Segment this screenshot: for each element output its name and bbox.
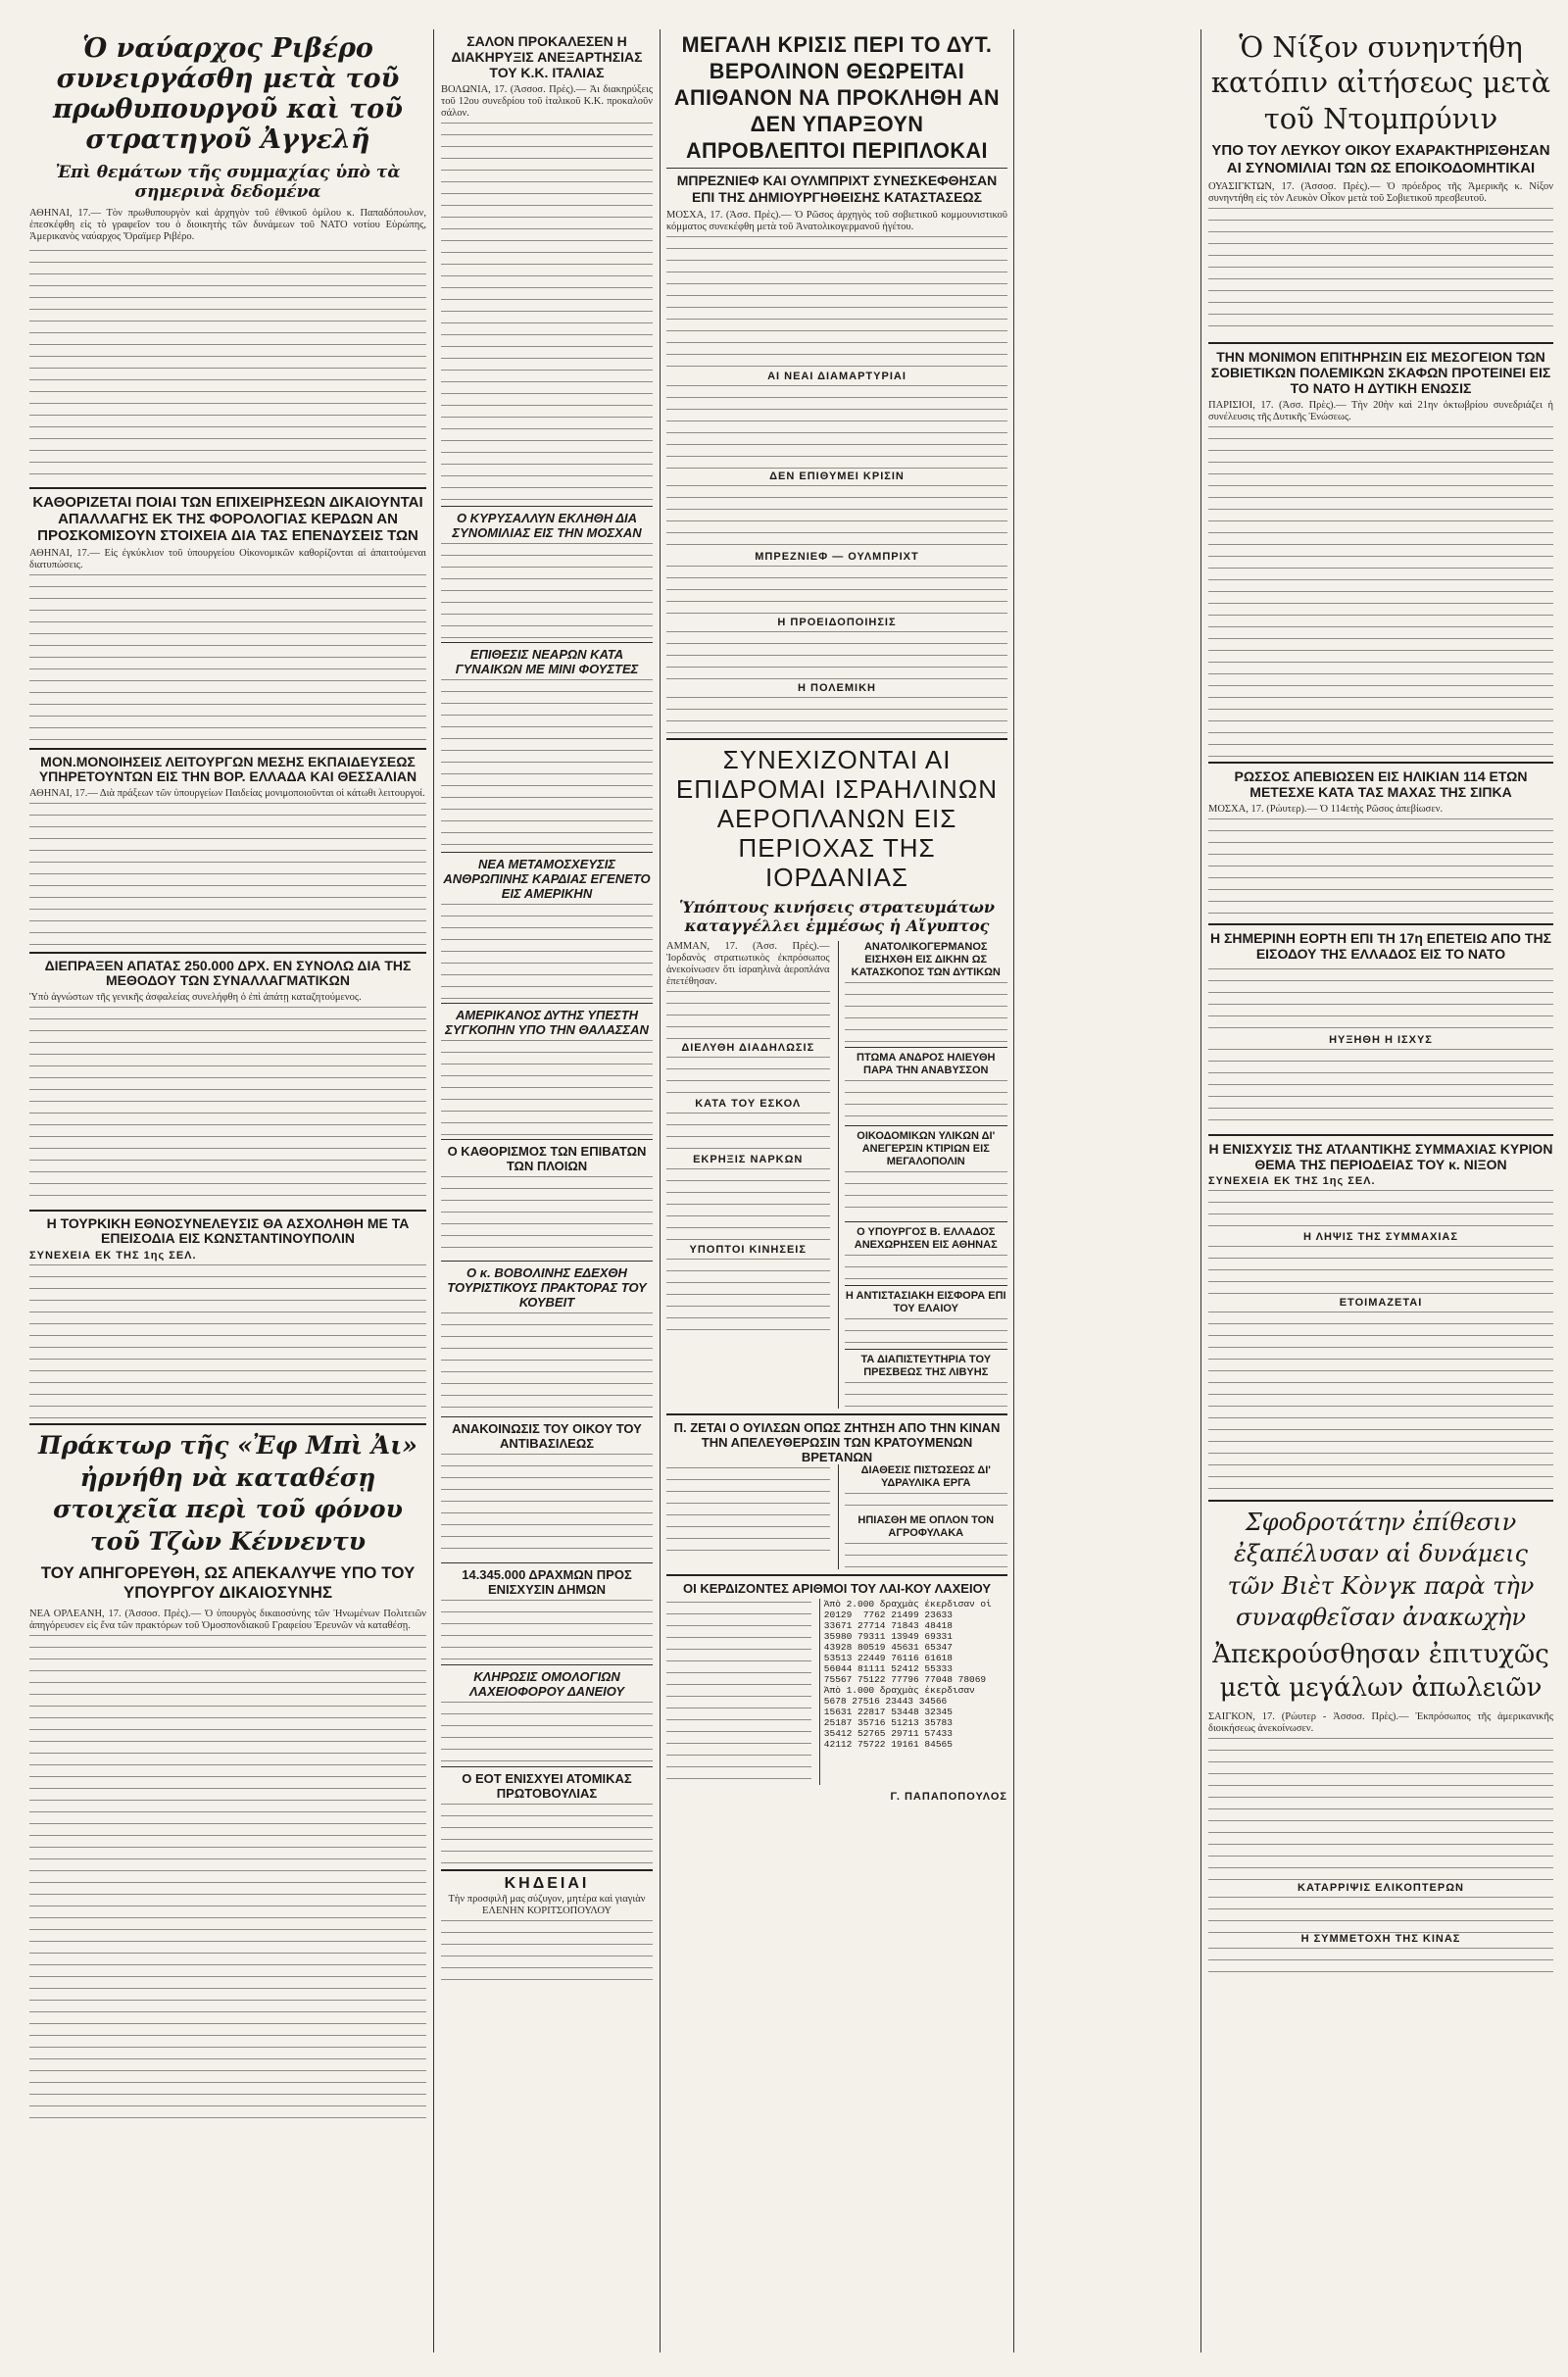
article-body-text <box>1208 1243 1553 1297</box>
obituary-text <box>441 1917 653 1986</box>
lottery-line: 53513 22449 76116 61618 <box>823 1653 953 1663</box>
article-body-text <box>666 382 1007 470</box>
obituaries-heading: ΚΗΔΕΙΑΙ <box>504 1875 590 1892</box>
article-body-text <box>441 1310 653 1412</box>
lottery-numbers <box>819 1599 1007 1785</box>
lottery-line: 5678 27516 23443 34566 <box>823 1696 948 1707</box>
section-kicker: ΚΑΤΑΡΡΙΨΙΣ ΕΛΙΚΟΠΤΕΡΩΝ <box>1298 1881 1464 1894</box>
two-column-block <box>666 1464 1007 1569</box>
lottery-line: Ἀπὸ 2.000 δραχμὰς ἐκερδισαν οἱ <box>823 1599 992 1609</box>
subcolumn-right <box>838 941 1008 1409</box>
article-headline: Ο ΚΥΡΥΣΑΛΛΥΝ ΕΚΛΗΘΗ ΔΙΑ ΣΥΝΟΜΙΛΙΑΣ ΕΙΣ ΤΗΝ ΜΟΣΧΑΝ <box>452 511 642 540</box>
continuation-label: ΣΥΝΕΧΕΙΑ ΕΚ ΤΗΣ 1ης ΣΕΛ. <box>29 1250 197 1263</box>
byline-signature: Γ. ΠΑΠΑΠΟΠΟΥΛΟΣ <box>890 1791 1007 1803</box>
lottery-headline: ΟΙ ΚΕΡΔΙΖΟΝΤΕΣ ΑΡΙΘΜΟΙ ΤΟΥ ΛΑΙ-ΚΟΥ ΛΑΧΕΙΟΥ <box>682 1581 992 1596</box>
article-headline: ΚΛΗΡΩΣΙΣ ΟΜΟΛΟΓΙΩΝ ΛΑΧΕΙΟΦΟΡΟΥ ΔΑΝΕΙΟΥ <box>468 1669 625 1699</box>
section-kicker: ΕΤΟΙΜΑΖΕΤΑΙ <box>1339 1296 1423 1309</box>
article-body-text <box>29 800 426 947</box>
article-body-text <box>845 1252 1008 1281</box>
section-kicker: Η ΣΥΜΜΕΤΟΧΗ ΤΗΣ ΚΙΝΑΣ <box>1300 1932 1461 1945</box>
lottery-line: Ἀπὸ 1.000 δραχμὰς ἐκερδισαν <box>823 1685 975 1696</box>
article-body-text <box>845 1490 1008 1514</box>
article-body-text <box>845 979 1008 1043</box>
article-body-text <box>29 1632 426 2127</box>
newspaper-page <box>29 29 1553 2352</box>
article-headline: Πράκτωρ τῆς «Ἐφ Μπὶ Ἀι» ἠρνήθη νὰ καταθέσῃ στοιχεῖα περὶ τοῦ φόνου τοῦ Τζὼν Κέννεντυ <box>38 1431 417 1556</box>
article-body-text <box>845 1540 1008 1569</box>
article-headline: Π. ΖΕΤΑΙ Ο ΟΥΙΛΣΩΝ ΟΠΩΣ ΖΗΤΗΣΗ ΑΠΟ ΤΗΝ ΚΙΝΑΝ ΤΗΝ ΑΠΕΛΕΥΘΕΡΩΣΙΝ ΤΩΝ ΚΡΑΤΟΥΜΕΝΩΝ ΒΡΕΤΑΝΩΝ <box>673 1420 1001 1464</box>
article-lead: ΣΑΙΓΚΟΝ, 17. (Ρώυτερ - Ἀσσοσ. Πρὲς).— Ἐκπρόσωπος τῆς ἀμερικανικῆς διοικήσεως ἀνεκοίνωσεν. <box>1208 1710 1553 1734</box>
column-3 <box>666 29 1007 1803</box>
article-headline: ΝΕΑ ΜΕΤΑΜΟΣΧΕΥΣΙΣ ΑΝΘΡΩΠΙΝΗΣ ΚΑΡΔΙΑΣ ΕΓΕΝΕΤΟ ΕΙΣ ΑΜΕΡΙΚΗΝ <box>443 857 651 901</box>
article-headline: ΜΕΓΑΛΗ ΚΡΙΣΙΣ ΠΕΡΙ ΤΟ ΔΥΤ. ΒΕΡΟΛΙΝΟΝ ΘΕΩΡΕΙΤΑΙ ΑΠΙΘΑΝΟΝ ΝΑ ΠΡΟΚΛΗΘΗ ΑΝ ΔΕΝ ΥΠΑΡΞΟΥΝ ΑΠΡΟΒΛΕΠΤΟΙ ΠΕΡΙΠΛΟΚΑΙ <box>673 32 1001 163</box>
lottery-line: 25187 35716 51213 35783 <box>823 1717 953 1728</box>
section-kicker: ΗΥΞΗΘΗ Η ΙΣΧΥΣ <box>1329 1033 1433 1046</box>
article-body-text <box>845 1168 1008 1217</box>
article-body-text <box>441 1037 653 1135</box>
article-lead: ΜΟΣΧΑ, 17. (Ἀσσ. Πρὲς).— Ὁ Ρῶσος ἀρχηγὸς τοῦ σοβιετικοῦ κομμουνιστικοῦ κόμματος συνεκέφθη μετὰ τοῦ Ἀνατολικογερμανοῦ ἡγέτου. <box>666 210 1007 232</box>
lottery-block <box>666 1599 1007 1785</box>
article-body-text <box>1208 1735 1553 1882</box>
lottery-line: 35980 79311 13949 69331 <box>823 1631 953 1642</box>
article-headline: ΣΑΛΟΝ ΠΡΟΚΑΛΕΣΕΝ Η ΔΙΑΚΗΡΥΞΙΣ ΑΝΕΞΑΡΤΗΣΙΑΣ ΤΟΥ Κ.Κ. ΙΤΑΛΙΑΣ <box>451 33 643 80</box>
article-body-text <box>441 1801 653 1864</box>
article-headline: ΟΙΚΟΔΟΜΙΚΩΝ ΥΛΙΚΩΝ ΔΙ' ΑΝΕΓΕΡΣΙΝ ΚΤΙΡΙΩΝ ΕΙΣ ΜΕΓΑΛΟΠΟΛΙΝ <box>857 1130 996 1167</box>
continuation-label: ΣΥΝΕΧΕΙΑ ΕΚ ΤΗΣ 1ης ΣΕΛ. <box>1208 1174 1376 1187</box>
article-body-text <box>666 694 1007 733</box>
article-headline: ΑΜΕΡΙΚΑΝΟΣ ΔΥΤΗΣ ΥΠΕΣΤΗ ΣΥΓΚΟΠΗΝ ΥΠΟ ΤΗΝ ΘΑΛΑΣΣΑΝ <box>445 1008 649 1037</box>
lottery-line: 15631 22817 53448 32345 <box>823 1707 953 1717</box>
article-lead: ΑΘΗΝΑΙ, 17.— Εἰς ἐγκύκλιον τοῦ ὑπουργείου Οἰκονομικῶν καθορίζονται αἱ ἀπαιτούμεναι διατυπώσεις. <box>29 548 426 571</box>
section-kicker: Η ΠΟΛΕΜΙΚΗ <box>798 682 876 694</box>
article-headline: 14.345.000 ΔΡΑΧΜΩΝ ΠΡΟΣ ΕΝΙΣΧΥΣΙΝ ΔΗΜΩΝ <box>462 1567 632 1597</box>
lottery-line: 43928 80519 45631 65347 <box>823 1642 953 1653</box>
article-headline: ΑΝΑΚΟΙΝΩΣΙΣ ΤΟΥ ΟΙΚΟΥ ΤΟΥ ΑΝΤΙΒΑΣΙΛΕΩΣ <box>452 1421 642 1451</box>
article-lead: ΟΥΑΣΙΓΚΤΩΝ, 17. (Ἀσσοσ. Πρὲς).— Ὁ πρόεδρος τῆς Ἀμερικῆς κ. Νίξον συνηντήθη εἰς τὸν Λευκὸν Οἶκον μετὰ τοῦ Σοβιετικοῦ πρεσβευτοῦ. <box>1208 180 1553 204</box>
article-body-text <box>666 563 1007 617</box>
article-body-text <box>845 1077 1008 1121</box>
section-kicker: ΑΙ ΝΕΑΙ ΔΙΑΜΑΡΤΥΡΙΑΙ <box>767 371 906 382</box>
article-body-text <box>441 1597 653 1660</box>
article-headline: ΜΟΝ.ΜΟΝΟΙΗΣΕΙΣ ΛΕΙΤΟΥΡΓΩΝ ΜΕΣΗΣ ΕΚΠΑΙΔΕΥΣΕΩΣ ΥΠΗΡΕΤΟΥΝΤΩΝ ΕΙΣ ΤΗΝ ΒΟΡ. ΕΛΛΑΔΑ ΚΑΙ ΘΕΣΣΑΛΙΑΝ <box>38 754 417 785</box>
article-body-text <box>441 540 653 638</box>
lottery-line: 20129 7762 21499 23633 <box>823 1609 953 1620</box>
article-headline: ΔΙΑΘΕΣΙΣ ΠΙΣΤΩΣΕΩΣ ΔΙ' ΥΔΡΑΥΛΙΚΑ ΕΡΓΑ <box>860 1464 991 1489</box>
article-headline: Ο ΥΠΟΥΡΓΟΣ Β. ΕΛΛΑΔΟΣ ΑΝΕΧΩΡΗΣΕΝ ΕΙΣ ΑΘΗΝΑΣ <box>854 1226 998 1251</box>
article-body-text <box>1208 1945 1553 1979</box>
article-body-text <box>666 1464 830 1558</box>
article-subheadline: ΥΠΟ ΤΟΥ ΛΕΥΚΟΥ ΟΙΚΟΥ ΕΧΑΡΑΚΤΗΡΙΣΘΗΣΑΝ ΑΙ ΣΥΝΟΜΙΛΙΑΙ ΤΩΝ ΩΣ ΕΠΟΙΚΟΔΟΜΗΤΙΚΑΙ <box>1211 141 1550 176</box>
article-body-text <box>666 1256 830 1334</box>
article-headline: Η ΑΝΤΙΣΤΑΣΙΑΚΗ ΕΙΣΦΟΡΑ ΕΠΙ ΤΟΥ ΕΛΑΙΟΥ <box>845 1290 1006 1314</box>
article-headline: Ο ΕΟΤ ΕΝΙΣΧΥΕΙ ΑΤΟΜΙΚΑΣ ΠΡΩΤΟΒΟΥΛΙΑΣ <box>462 1771 632 1801</box>
article-headline: ΔΙΕΠΡΑΞΕΝ ΑΠΑΤΑΣ 250.000 ΔΡΧ. ΕΝ ΣΥΝΟΛΩ ΔΙΑ ΤΗΣ ΜΕΘΟΔΟΥ ΤΩΝ ΣΥΝΑΛΛΑΓΜΑΤΙΚΩΝ <box>44 958 412 989</box>
article-subheadline: ΤΟΥ ΑΠΗΓΟΡΕΥΘΗ, ΩΣ ΑΠΕΚΑΛΥΨΕ ΥΠΟ ΤΟΥ ΥΠΟΥΡΓΟΥ ΔΙΚΑΙΟΣΥΝΗΣ <box>40 1563 416 1603</box>
article-subheadline: ΜΠΡΕΖΝΙΕΦ ΚΑΙ ΟΥΛΜΠΡΙΧΤ ΣΥΝΕΣΚΕΦΘΗΣΑΝ ΕΠΙ ΤΗΣ ΔΗΜΙΟΥΡΓΗΘΕΙΣΗΣ ΚΑΤΑΣΤΑΣΕΩΣ <box>676 173 998 205</box>
article-headline: ΑΝΑΤΟΛΙΚΟΓΕΡΜΑΝΟΣ ΕΙΣΗΧΘΗ ΕΙΣ ΔΙΚΗΝ ΩΣ ΚΑΤΑΣΚΟΠΟΣ ΤΩΝ ΔΥΤΙΚΩΝ <box>851 941 1001 978</box>
article-headline: ΤΗΝ ΜΟΝΙΜΟΝ ΕΠΙΤΗΡΗΣΙΝ ΕΙΣ ΜΕΣΟΓΕΙΟΝ ΤΩΝ ΣΟΒΙΕΤΙΚΩΝ ΠΟΛΕΜΙΚΩΝ ΣΚΑΦΩΝ ΠΡΟΤΕΙΝΕΙ ΕΙΣ ΤΟ ΝΑΤΟ Η ΔΥΤΙΚΗ ΕΝΩΣΙΣ <box>1210 348 1551 396</box>
article-body-text <box>441 676 653 848</box>
article-body-text <box>1208 966 1553 1034</box>
article-body-text <box>29 247 426 482</box>
article-headline: ΠΤΩΜΑ ΑΝΔΡΟΣ ΗΛΙΕΥΘΗ ΠΑΡΑ ΤΗΝ ΑΝΑΒΥΣΣΟΝ <box>857 1052 996 1076</box>
article-lead: ΜΟΣΧΑ, 17. (Ρώυτερ).— Ὁ 114ετὴς Ρῶσος ἀπεβίωσεν. <box>1208 803 1444 815</box>
article-lead: ΒΟΛΩΝΙΑ, 17. (Ἀσσοσ. Πρὲς).— Ἀι διακηρύξεις τοῦ 12ου συνεδρίου τοῦ ἰταλικοῦ Κ.Κ. προκαλοῦν σάλον. <box>441 84 653 119</box>
article-body-text <box>666 1054 830 1098</box>
column-1 <box>29 29 426 2127</box>
section-kicker: Η ΛΗΨΙΣ ΤΗΣ ΣΥΜΜΑΧΙΑΣ <box>1303 1230 1458 1243</box>
article-body-text <box>1208 423 1553 757</box>
article-body-text <box>845 1379 1008 1409</box>
section-kicker: ΚΑΤΑ ΤΟΥ ΕΣΚΟΛ <box>695 1098 802 1110</box>
article-body-text <box>666 233 1007 371</box>
article-body-text <box>29 571 426 743</box>
article-lead: ΠΑΡΙΣΙΟΙ, 17. (Ἀσσ. Πρὲς).— Τὴν 20ὴν καὶ 21ην ὀκτωβρίου συνεδριάζει ἡ συνέλευσις τῆς Δυτικῆς Ἑνώσεως. <box>1208 399 1553 422</box>
article-body-text <box>441 1451 653 1559</box>
article-body-text <box>29 1004 426 1205</box>
column-2 <box>441 29 653 1986</box>
subcolumn-left <box>666 941 830 1409</box>
lottery-line: 75567 75122 77796 77048 78069 <box>823 1674 987 1685</box>
article-body-text <box>845 1315 1008 1345</box>
two-column-block <box>666 941 1007 1409</box>
article-lead: ΑΘΗΝΑΙ, 17.— Διὰ πράξεων τῶν ὑπουργείων Παιδείας μονιμοποιοῦνται οἱ κάτωθι λειτουργοί. <box>29 788 425 800</box>
article-headline: Ο ΚΑΘΟΡΙΣΜΟΣ ΤΩΝ ΕΠΙΒΑΤΩΝ ΤΩΝ ΠΛΟΙΩΝ <box>447 1144 647 1173</box>
article-lead: ΝΕΑ ΟΡΛΕΑΝΗ, 17. (Ἀσσοσ. Πρὲς).— Ὁ ὑπουργὸς δικαιοσύνης τῶν Ἡνωμένων Πολιτειῶν ἀπηγόρευσεν εἰς ἕνα τῶν πρακτόρων τοῦ Ὁμοσπονδιακοῦ Γραφείου Ἐρευνῶν νὰ καταθέσῃ. <box>29 1609 426 1632</box>
article-subheadline: Ἀπεκρούσθησαν ἐπιτυχῶς μετὰ μεγάλων ἀπωλειῶν <box>1212 1640 1549 1704</box>
article-headline: ΕΠΙΘΕΣΙΣ ΝΕΑΡΩΝ ΚΑΤΑ ΓΥΝΑΙΚΩΝ ΜΕ ΜΙΝΙ ΦΟΥΣΤΕΣ <box>455 647 639 676</box>
column-rule <box>1200 29 1201 2352</box>
article-headline: Ὁ Νίξον συνηντήθη κατόπιν αἰτήσεως μετὰ τοῦ Ντομπρύνιν <box>1210 30 1551 135</box>
article-headline: ΤΑ ΔΙΑΠΙΣΤΕΥΤΗΡΙΑ ΤΟΥ ΠΡΕΣΒΕΩΣ ΤΗΣ ΛΙΒΥΗΣ <box>860 1354 992 1378</box>
column-rule <box>433 29 434 2352</box>
section-kicker: ΥΠΟΠΤΟΙ ΚΙΝΗΣΕΙΣ <box>689 1244 807 1256</box>
article-body-text <box>666 1110 830 1154</box>
article-body-text <box>666 1165 830 1244</box>
article-body-text <box>666 988 830 1042</box>
subcolumn-right <box>838 1464 1008 1569</box>
section-kicker: Η ΠΡΟΕΙΔΟΠΟΙΗΣΙΣ <box>777 617 897 628</box>
article-lead: ΑΘΗΝΑΙ, 17.— Τὸν πρωθυπουργὸν καὶ ἀρχηγὸν τοῦ ἐθνικοῦ ὁμίλου κ. Παπαδόπουλον, ἐπεσκέφθη εἰς τὸ γραφεῖον του ὁ διοικητὴς τῶν δυνάμεων τοῦ ΝΑΤΟ νοτίου Εὐρώπης, Ἀμερικανὸς ναύαρχος Ὅραϊμερ Ριβέρο. <box>29 208 426 243</box>
article-headline: ΡΩΣΣΟΣ ΑΠΕΒΙΩΣΕΝ ΕΙΣ ΗΛΙΚΙΑΝ 114 ΕΤΩΝ ΜΕΤΕΣΧΕ ΚΑΤΑ ΤΑΣ ΜΑΧΑΣ ΤΗΣ ΣΙΠΚΑ <box>1234 768 1528 800</box>
article-body-text <box>441 120 653 502</box>
article-lead: ΑΜΜΑΝ, 17. (Ἀσσ. Πρὲς).— Ἰορδανὸς στρατιωτικὸς ἐκπρόσωπος ἀνεκοίνωσεν ὅτι ἰσραηλινὰ ἀεροπλάνα ἐπετέθησαν. <box>666 941 830 987</box>
article-headline: Σφοδροτάτην ἐπίθεσιν ἐξαπέλυσαν αἱ δυνάμεις τῶν Βιὲτ Κὸνγκ παρὰ τὴν συναφθεῖσαν ἀνακωχὴν <box>1227 1508 1535 1631</box>
article-subheadline: Ἐπὶ θεμάτων τῆς συμμαχίας ὑπὸ τὰ σημερινὰ δεδομένα <box>55 163 401 203</box>
article-headline: ΚΑΘΟΡΙΖΕΤΑΙ ΠΟΙΑΙ ΤΩΝ ΕΠΙΧΕΙΡΗΣΕΩΝ ΔΙΚΑΙΟΥΝΤΑΙ ΑΠΑΛΛΑΓΗΣ ΕΚ ΤΗΣ ΦΟΡΟΛΟΓΙΑΣ ΚΕΡΔΩΝ ΑΝ ΠΡΟΣΚΟΜΙΣΟΥΝ ΣΤΟΙΧΕΙΑ ΔΙΑ ΤΑΣ ΕΠΕΝΔΥΣΕΙΣ ΤΩΝ <box>32 494 423 545</box>
article-headline: Ο κ. ΒΟΒΟΛΙΝΗΣ ΕΔΕΧΘΗ ΤΟΥΡΙΣΤΙΚΟΥΣ ΠΡΑΚΤΟΡΑΣ ΤΟΥ ΚΟΥΒΕΙΤ <box>447 1265 647 1310</box>
lottery-line: 56044 81111 52412 55333 <box>823 1663 953 1674</box>
article-body-text <box>441 1699 653 1762</box>
column-4 <box>1208 29 1553 1979</box>
article-body-text <box>1208 205 1553 337</box>
article-headline: Η ΣΗΜΕΡΙΝΗ ΕΟΡΤΗ ΕΠΙ ΤΗ 17η ΕΠΕΤΕΙΩ ΑΠΟ ΤΗΣ ΕΙΣΟΔΟΥ ΤΗΣ ΕΛΛΑΔΟΣ ΕΙΣ ΤΟ ΝΑΤΟ <box>1210 929 1551 962</box>
column-rule <box>660 29 661 2352</box>
article-body-text <box>1208 1309 1553 1495</box>
article-body-text <box>1208 816 1553 918</box>
article-headline: ΣΥΝΕΧΙΖΟΝΤΑΙ ΑΙ ΕΠΙΔΡΟΜΑΙ ΙΣΡΑΗΛΙΝΩΝ ΑΕΡΟΠΛΑΝΩΝ ΕΙΣ ΠΕΡΙΟΧΑΣ ΤΗΣ ΙΟΡΔΑΝΙΑΣ <box>675 745 999 892</box>
lottery-line: 42112 75722 19161 84565 <box>823 1739 953 1750</box>
lottery-text <box>666 1599 811 1785</box>
article-body-text <box>1208 1894 1553 1933</box>
article-headline: ΗΠΙΑΣΘΗ ΜΕ ΟΠΛΟΝ ΤΟΝ ΑΓΡΟΦΥΛΑΚΑ <box>858 1514 995 1539</box>
lottery-line: 33671 27714 71843 48418 <box>823 1620 953 1631</box>
column-rule <box>1013 29 1014 2352</box>
article-body-text <box>29 1262 426 1418</box>
section-kicker: ΕΚΡΗΞΙΣ ΝΑΡΚΩΝ <box>693 1154 804 1165</box>
section-kicker: ΔΙΕΛΥΘΗ ΔΙΑΔΗΛΩΣΙΣ <box>681 1042 815 1054</box>
article-body-text <box>1208 1046 1553 1129</box>
article-body-text <box>1208 1187 1553 1231</box>
article-body-text <box>666 628 1007 682</box>
article-body-text <box>666 482 1007 551</box>
article-headline: Ὁ ναύαρχος Ριβέρο συνειργάσθη μετὰ τοῦ πρωθυπουργοῦ καὶ τοῦ στρατηγοῦ Ἀγγελῆ <box>53 33 403 156</box>
obituary-lead: Τὴν προσφιλῆ μας σύζυγον, μητέρα καὶ γιαγιὰν ΕΛΕΝΗΝ ΚΟΡΙΤΣΟΠΟΥΛΟΥ <box>448 1894 646 1916</box>
article-lead: Ὑπὸ ἀγνώστων τῆς γενικῆς ἀσφαλείας συνελήφθη ὁ ἐπὶ ἀπάτῃ καταζητούμενος. <box>29 992 362 1004</box>
article-body-text <box>441 901 653 999</box>
lottery-line: 35412 52765 29711 57433 <box>823 1728 953 1739</box>
section-kicker: ΜΠΡΕΖΝΙΕΦ — ΟΥΛΜΠΡΙΧΤ <box>755 551 919 563</box>
article-subheadline: Ὑπόπτους κινήσεις στρατευμάτων καταγγέλλει ἐμμέσως ἡ Αἴγυπτος <box>679 898 995 935</box>
article-headline: Η ΕΝΙΣΧΥΣΙΣ ΤΗΣ ΑΤΛΑΝΤΙΚΗΣ ΣΥΜΜΑΧΙΑΣ ΚΥΡΙΟΝ ΘΕΜΑ ΤΗΣ ΠΕΡΙΟΔΕΙΑΣ ΤΟΥ κ. ΝΙΞΟΝ <box>1208 1140 1553 1172</box>
section-kicker: ΔΕΝ ΕΠΙΘΥΜΕΙ ΚΡΙΣΙΝ <box>769 470 905 482</box>
article-body-text <box>441 1173 653 1257</box>
article-headline: Η ΤΟΥΡΚΙΚΗ ΕΘΝΟΣΥΝΕΛΕΥΣΙΣ ΘΑ ΑΣΧΟΛΗΘΗ ΜΕ ΤΑ ΕΠΕΙΣΟΔΙΑ ΕΙΣ ΚΩΝΣΤΑΝΤΙΝΟΥΠΟΛΙΝ <box>46 1215 410 1247</box>
